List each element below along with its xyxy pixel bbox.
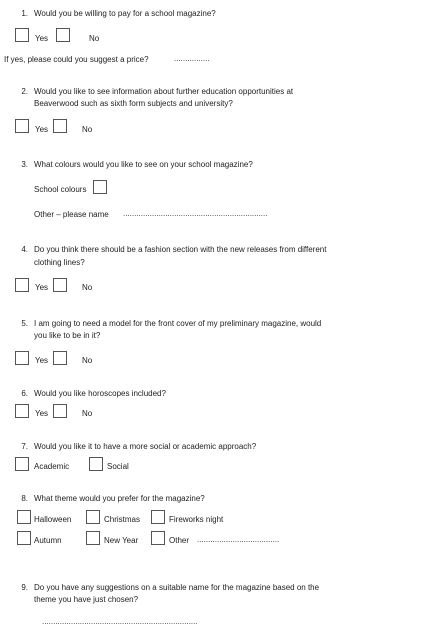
- option-label-new-year: New Year: [104, 536, 139, 545]
- checkbox-other[interactable]: [151, 531, 165, 545]
- option-label-other: Other – please name: [34, 210, 109, 219]
- option-label-yes: Yes: [35, 283, 49, 292]
- question-number: 3.: [21, 160, 28, 169]
- option-label-yes: Yes: [35, 409, 49, 418]
- question-text-line-2: you like to be in it?: [34, 331, 101, 340]
- checkbox-no[interactable]: [53, 404, 67, 418]
- checkbox-yes[interactable]: [15, 278, 29, 292]
- checkbox-social[interactable]: [89, 457, 103, 471]
- checkbox-yes[interactable]: [15, 119, 29, 133]
- option-label-christmas: Christmas: [104, 515, 141, 524]
- followup-label: If yes, please could you suggest a price?: [4, 55, 149, 64]
- option-label-no: No: [82, 125, 93, 134]
- question-number: 8.: [21, 494, 28, 503]
- checkbox-yes[interactable]: [15, 28, 29, 42]
- other-colour-answer-line[interactable]: .................................................................: [123, 209, 268, 218]
- question-text: What theme would you prefer for the magazine?: [34, 494, 205, 503]
- option-label-no: No: [82, 356, 93, 365]
- option-label-no: No: [82, 409, 93, 418]
- checkbox-autumn[interactable]: [17, 531, 31, 545]
- option-label-other: Other: [169, 536, 190, 545]
- other-theme-answer-line[interactable]: .....................................: [197, 535, 280, 544]
- question-number: 9.: [21, 583, 28, 592]
- option-label-autumn: Autumn: [34, 536, 62, 545]
- question-text: Do you have any suggestions on a suitable name for the magazine based on the: [34, 583, 320, 592]
- option-label-school-colours: School colours: [34, 185, 87, 194]
- question-text: What colours would you like to see on your school magazine?: [34, 160, 253, 169]
- question-text: Would you like to see information about further education opportunities at: [34, 87, 294, 96]
- question-number: 4.: [21, 245, 28, 254]
- option-label-no: No: [82, 283, 93, 292]
- question-text-line-2: theme you have just chosen?: [34, 595, 139, 604]
- checkbox-no[interactable]: [56, 28, 70, 42]
- question-text: Would you like horoscopes included?: [34, 389, 166, 398]
- checkbox-no[interactable]: [53, 119, 67, 133]
- question-text-line-2: Beaverwood such as sixth form subjects and university?: [34, 99, 233, 108]
- question-text-line-2: clothing lines?: [34, 258, 85, 267]
- question-text: Would you like it to have a more social or academic approach?: [34, 442, 257, 451]
- price-answer-line[interactable]: ................: [174, 54, 210, 63]
- checkbox-yes[interactable]: [15, 404, 29, 418]
- magazine-name-answer-line[interactable]: ......................................................................: [42, 617, 198, 626]
- checkbox-christmas[interactable]: [86, 510, 100, 524]
- checkbox-no[interactable]: [53, 278, 67, 292]
- question-text: I am going to need a model for the front cover of my preliminary magazine, would: [34, 319, 322, 328]
- question-text: Would you be willing to pay for a school magazine?: [34, 9, 216, 18]
- checkbox-fireworks-night[interactable]: [151, 510, 165, 524]
- question-number: 7.: [21, 442, 28, 451]
- question-number: 2.: [21, 87, 28, 96]
- option-label-social: Social: [107, 462, 129, 471]
- option-label-no: No: [89, 34, 100, 43]
- question-text: Do you think there should be a fashion section with the new releases from different: [34, 245, 327, 254]
- option-label-yes: Yes: [35, 356, 49, 365]
- option-label-halloween: Halloween: [34, 515, 72, 524]
- checkbox-yes[interactable]: [15, 351, 29, 365]
- question-number: 6.: [21, 389, 28, 398]
- option-label-yes: Yes: [35, 34, 49, 43]
- question-number: 5.: [21, 319, 28, 328]
- option-label-fireworks-night: Fireworks night: [169, 515, 224, 524]
- question-number: 1.: [21, 9, 28, 18]
- checkbox-school-colours[interactable]: [93, 180, 107, 194]
- option-label-academic: Academic: [34, 462, 70, 471]
- checkbox-no[interactable]: [53, 351, 67, 365]
- option-label-yes: Yes: [35, 125, 49, 134]
- checkbox-new-year[interactable]: [86, 531, 100, 545]
- checkbox-halloween[interactable]: [17, 510, 31, 524]
- checkbox-academic[interactable]: [15, 457, 29, 471]
